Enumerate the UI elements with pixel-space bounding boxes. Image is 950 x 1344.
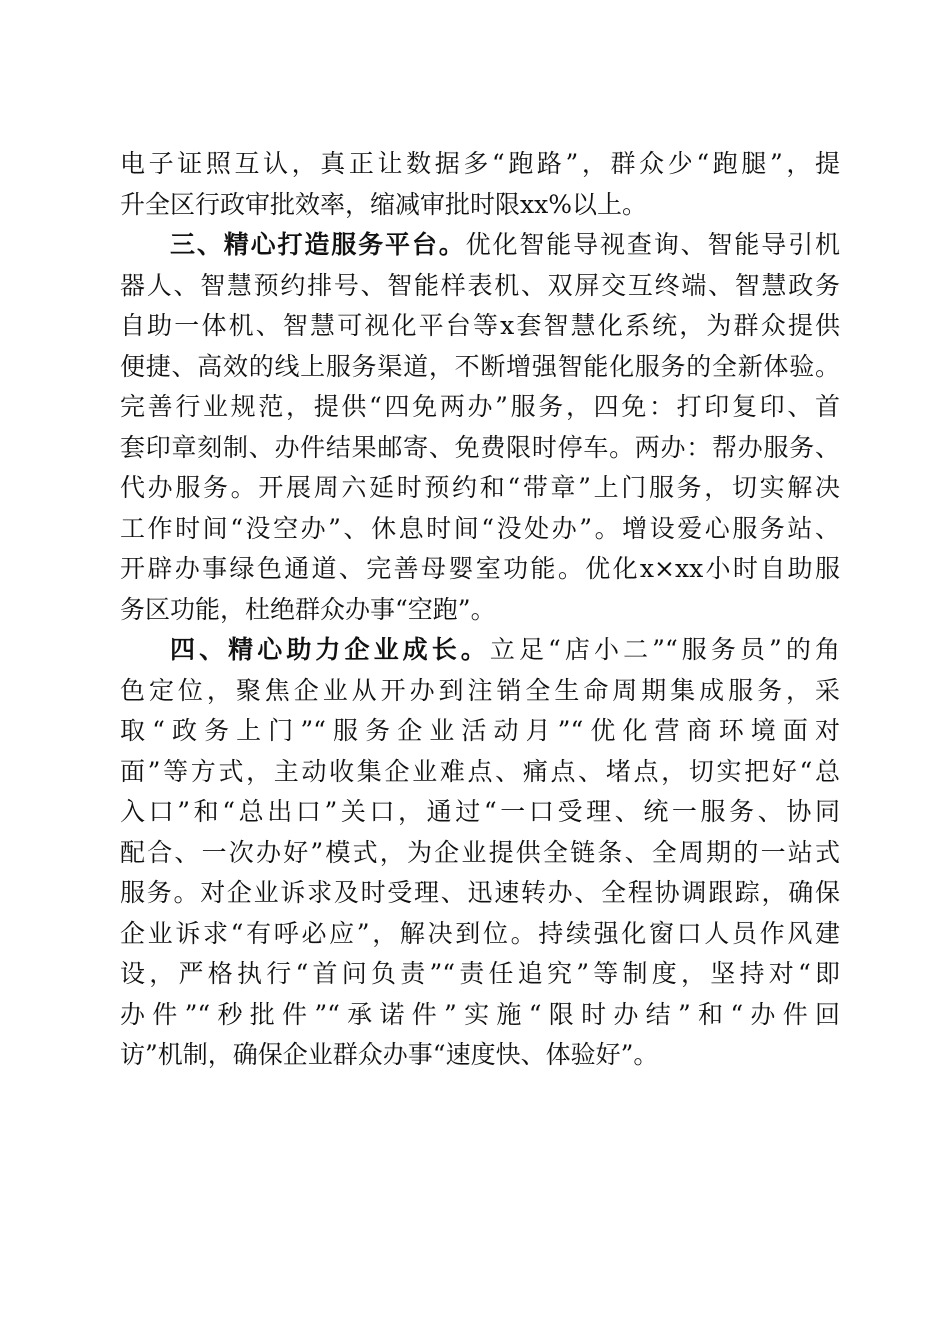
section-four-first-line (120, 630, 840, 671)
section-four-heading: 四、精心助力企业成长。 (170, 635, 490, 664)
section-three-first-line (120, 225, 840, 266)
body-line: 开辟办事绿色通道、完善母婴室功能。优化x×xx小时自助服 (120, 554, 840, 583)
body-line: 设，严格执行“首问负责”“责任追究”等制度，坚持对“即 (120, 959, 840, 988)
section-three-heading: 三、精心打造服务平台。 (170, 230, 466, 259)
section-four-first-line-text: 立足“店小二”“服务员”的角 (489, 635, 840, 664)
body-line: 访”机制，确保企业群众办事“速度快、体验好”。 (120, 1040, 659, 1069)
body-line: 企业诉求“有呼必应”，解决到位。持续强化窗口人员作风建 (120, 918, 840, 948)
body-line: 工作时间“没空办”、休息时间“没处办”。增设爱心服务站、 (120, 513, 840, 543)
body-line: 套印章刻制、办件结果邮寄、免费限时停车。两办：帮办服务、 (120, 432, 840, 462)
body-line: 便捷、高效的线上服务渠道，不断增强智能化服务的全新体验。 (120, 351, 840, 381)
body-line: 升全区行政审批效率，缩减审批时限xx%以上。 (120, 189, 647, 219)
body-line: 自助一体机、智慧可视化平台等x套智慧化系统，为群众提供 (120, 311, 840, 340)
body-line: 完善行业规范，提供“四免两办”服务，四免：打印复印、首 (120, 392, 840, 421)
body-line: 办件”“秒批件”“承诺件”实施“限时办结”和“办件回 (120, 999, 840, 1029)
document-body (120, 144, 840, 1076)
body-line: 入口”和“总出口”关口，通过“一口受理、统一服务、协同 (120, 797, 840, 826)
body-line: 配合、一次办好”模式，为企业提供全链条、全周期的一站式 (120, 837, 840, 867)
section-three-first-line-text: 优化智能导视查询、智能导引机 (465, 230, 840, 259)
body-line: 面”等方式，主动收集企业难点、痛点、堵点，切实把好“总 (120, 756, 840, 786)
body-line: 服务。对企业诉求及时受理、迅速转办、全程协调跟踪，确保 (120, 878, 840, 907)
body-line: 色定位，聚焦企业从开办到注销全生命周期集成服务，采 (120, 675, 840, 705)
body-line: 器人、智慧预约排号、智能样表机、双屏交互终端、智慧政务 (120, 270, 840, 300)
body-line: 务区功能，杜绝群众办事“空跑”。 (120, 594, 496, 624)
body-line: 电子证照互认，真正让数据多“跑路”，群众少“跑腿”，提 (120, 149, 840, 178)
body-line: 代办服务。开展周六延时预约和“带章”上门服务，切实解决 (120, 473, 840, 502)
body-line: 取“政务上门”“服务企业活动月”“优化营商环境面对 (120, 716, 840, 745)
